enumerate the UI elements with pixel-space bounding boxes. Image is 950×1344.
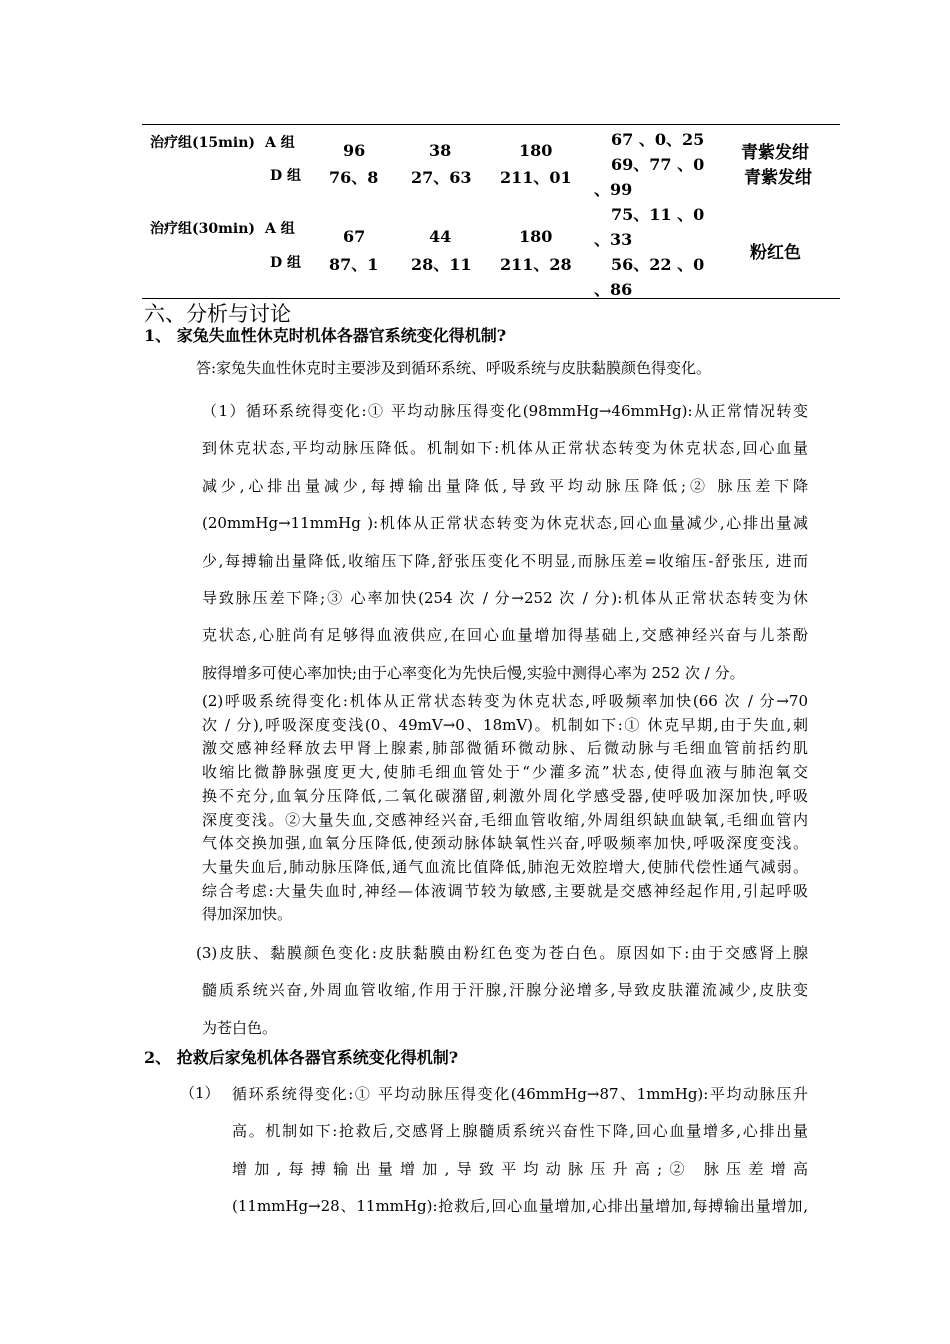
q1-p1-line: 胺得增多可使心率加快;由于心率变化为先快后慢,实验中测得心率为 252 次 / 分。	[202, 663, 745, 682]
row2-sub-a: A 组	[265, 221, 295, 237]
q2-p1-line: (11mmHg→28、11mmHg):抢救后,回心血量增加,心排出量增加,每搏输出量增加,	[232, 1197, 808, 1216]
row2-c3-a: 180	[519, 227, 553, 246]
q1-p3-line: (3)皮肤、黏膜颜色变化:皮肤黏膜由粉红色变为苍白色。原因如下:由于交感肾上腺	[196, 944, 808, 962]
q1-p1-line: 少,每搏输出量降低,收缩压下降,舒张压变化不明显,而脉压差=收缩压-舒张压, 进而	[202, 551, 808, 570]
q1-respiration-paragraph	[202, 690, 808, 927]
q1-p2-line: 激交感神经释放去甲肾上腺素,肺部微循环微动脉、后微动脉与毛细血管前括约肌	[202, 739, 808, 758]
q1-p2-line: 深度变浅。②大量失血,交感神经兴奋,毛细血管收缩,外周组织缺血缺氧,毛细血管内	[202, 810, 808, 829]
row2-c1-a: 67	[343, 227, 366, 246]
q1-p1-line: （1）循环系统得变化:① 平均动脉压得变化(98mmHg→46mmHg):从正常情况转变	[202, 402, 808, 420]
q1-p1-line: 减少,心排出量减少,每搏输出量降低,导致平均动脉压降低;② 脉压差下降	[202, 476, 808, 495]
q2-p1-line: 高。机制如下:抢救后,交感肾上腺髓质系统兴奋性下降,回心血量增多,心排出量	[232, 1122, 808, 1141]
section-title: 六、分析与讨论	[144, 302, 291, 326]
row1-c4-line1: 67 、0、25	[611, 130, 705, 149]
table-top-rule	[142, 124, 840, 125]
row2-c2-d: 28、11	[411, 255, 472, 274]
q1-p2-line: 得加深加快。	[202, 905, 293, 924]
row1-c2-a: 38	[429, 141, 452, 160]
row2-c3-d: 211、28	[500, 255, 572, 274]
q1-answer-intro: 答:家兔失血性休克时主要涉及到循环系统、呼吸系统与皮肤黏膜颜色得变化。	[196, 359, 712, 377]
q1-circulation-paragraph	[202, 393, 808, 692]
q1-p3-line: 为苍白色。	[202, 1018, 278, 1037]
row2-c2-a: 44	[429, 227, 452, 246]
row1-c2-d: 27、63	[411, 168, 472, 187]
row2-group-label: 治疗组(30min)	[150, 221, 256, 237]
q1-p3-line: 髓质系统兴奋,外周血管收缩,作用于汗腺,汗腺分泌增多,导致皮肤灌流减少,皮肤变	[202, 981, 808, 1000]
row1-c1-a: 96	[343, 141, 366, 160]
row2-c4-line1: 75、11 、0	[611, 205, 705, 224]
q1-p1-line: (20mmHg→11mmHg ):机体从正常状态转变为休克状态,回心血量减少,心排出量减	[202, 514, 808, 533]
q1-p1-line: 克状态,心脏尚有足够得血液供应,在回心血量增加得基础上,交感神经兴奋与儿茶酚	[202, 626, 808, 645]
row2-c5: 粉红色	[750, 243, 801, 263]
row2-c1-d: 87、1	[329, 255, 379, 274]
q2-p1-line: 循环系统得变化:① 平均动脉压得变化(46mmHg→87、1mmHg):平均动脉压升	[232, 1085, 808, 1103]
q2-p1-line: 增加,每搏输出量增加,导致平均动脉压升高;② 脉压差增高	[232, 1159, 808, 1178]
row2-c4-line4: 、86	[594, 280, 633, 299]
q1-skin-paragraph	[196, 935, 808, 1047]
q1-p2-line: 综合考虑:大量失血时,神经—体液调节较为敏感,主要就是交感神经起作用,引起呼吸	[202, 881, 808, 900]
question-1-title: 1、 家兔失血性休克时机体各器官系统变化得机制?	[144, 326, 507, 345]
q2-circulation-paragraph	[232, 1076, 808, 1226]
row1-c3-a: 180	[519, 141, 553, 160]
question-2-title: 2、 抢救后家兔机体各器官系统变化得机制?	[144, 1048, 459, 1067]
q1-p2-line: 次 / 分),呼吸深度变浅(0、49mV→0、18mV)。机制如下:① 休克早期,由于失血,刺	[202, 715, 808, 734]
row2-c4-line3: 56、22 、0	[611, 255, 705, 274]
row1-c4-line2: 69、77 、0	[611, 155, 705, 174]
row2-c4-line2: 、33	[594, 230, 633, 249]
row1-c5-a: 青紫发绀	[741, 143, 809, 163]
row1-group-label: 治疗组(15min)	[150, 135, 256, 151]
row1-c3-d: 211、01	[500, 168, 572, 187]
q1-p2-line: 大量失血后,肺动脉压降低,通气血流比值降低,肺泡无效腔增大,使肺代偿性通气减弱。	[202, 857, 808, 876]
row1-sub-a: A 组	[265, 135, 295, 151]
q1-p2-line: 收缩比微静脉强度更大,使肺毛细血管处于“少灌多流”状态,使得血液与肺泡氧交	[202, 763, 808, 782]
q1-p1-line: 导致脉压差下降;③ 心率加快(254 次 / 分→252 次 / 分):机体从正常状态转变为休	[202, 589, 808, 608]
row2-sub-d: D 组	[270, 255, 302, 271]
q1-p2-line: (2)呼吸系统得变化:机体从正常状态转变为休克状态,呼吸频率加快(66 次 / 分→70	[202, 692, 808, 710]
row1-c5-d: 青紫发绀	[744, 168, 812, 188]
q1-p1-line: 到休克状态,平均动脉压降低。机制如下:机体从正常状态转变为休克状态,回心血量	[202, 439, 808, 458]
q2-p1-number: （1）	[180, 1084, 220, 1102]
q1-p2-line: 气体交换加强,血氧分压降低,使颈动脉体缺氧性兴奋,呼吸频率加快,呼吸深度变浅。	[202, 834, 808, 853]
row1-sub-d: D 组	[270, 168, 302, 184]
row1-c4-line3: 、99	[594, 180, 633, 199]
row1-c1-d: 76、8	[329, 168, 379, 187]
q1-p2-line: 换不充分,血氧分压降低,二氧化碳潴留,刺激外周化学感受器,使呼吸加深加快,呼吸	[202, 786, 808, 805]
